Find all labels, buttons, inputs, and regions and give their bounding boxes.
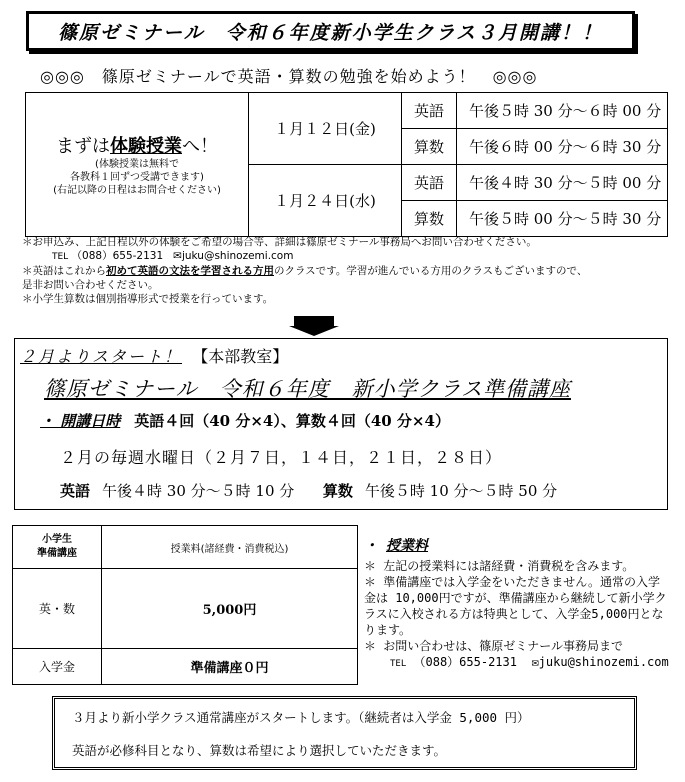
schedule-subject: 英語: [402, 93, 457, 129]
schedule-subject: 算数: [402, 129, 457, 165]
tel-icon: TEL: [52, 252, 69, 262]
down-arrow-icon-head: [289, 326, 339, 336]
session-info: ・ 開講日時 英語４回（40 分×4）、算数４回（40 分×4）: [40, 412, 450, 430]
fee-table: [12, 525, 358, 685]
fee-contact-line: TEL （088）655-2131 ✉juku@shinozemi.com: [390, 655, 669, 669]
mail-icon: ✉: [173, 250, 182, 262]
subheading: ◎◎◎ 篠原ゼミナールで英語・算数の勉強を始めよう！ ◎◎◎: [40, 67, 538, 86]
fee-header-tuition: 授業料(諸経費・消費税込): [102, 526, 358, 569]
fee-header-course: 小学生 準備講座: [13, 526, 102, 569]
tel-icon: TEL: [390, 659, 407, 669]
trial-schedule-table: [25, 92, 668, 237]
fee-notes: ＊ 左記の授業料には諸経費・消費税を含みます。 ＊ 準備講座では入学金をいただきません。通常の入学金は 10,000円ですが、準備講座から継続して新小学クラスに入校される方は特典として、入学金5,000円となります。 ＊ お問い合わせは、篠原ゼミナール事務局まで TEL （088）655-2131 ✉juku@shinozemi.com: [364, 558, 670, 672]
prep-course-title: 篠原ゼミナール 令和６年度 新小学クラス準備講座: [44, 377, 571, 401]
regular-course-line1: ３月より新小学クラス通常講座がスタートします。（継続者は入学金 5,000 円）: [72, 710, 530, 725]
schedule-subject: 英語: [402, 165, 457, 201]
weekly-dates: ２月の毎週水曜日（２月７日，１４日，２１日，２８日）: [60, 448, 503, 467]
trial-lesson-cell: まずは体験授業へ！ (体験授業は無料で 各教科１回ずつ受講できます) (右記以降の日程はお問合せください): [26, 93, 249, 237]
fee-row-label: 英・数: [13, 569, 102, 649]
application-notes: ＊お申込み、上記日程以外の体験をご希望の場合等、詳細は篠原ゼミナール事務局へお問い合わせください。 TEL （088）655-2131 ✉juku@shinozemi.com ＊英語はこれから初めて英語の文法を学習される方用のクラスです。学習が進んでいる方用のクラスもございますので、 是非お問い合わせください。 ＊小学生算数は個別指導形式で授業を行っています。: [22, 235, 672, 306]
page-title: 篠原ゼミナール 令和６年度新小学生クラス３月開講！！: [26, 11, 635, 51]
schedule-date: １月１２日(金): [249, 93, 402, 165]
schedule-subject: 算数: [402, 201, 457, 237]
contact-line: TEL （088）655-2131 ✉juku@shinozemi.com: [52, 250, 294, 262]
down-arrow-icon: [294, 316, 334, 326]
trial-lesson-emphasis: 体験授業: [110, 136, 182, 157]
regular-course-line2: 英語が必修科目となり、算数は希望により選択していただきます。: [72, 743, 447, 758]
mail-icon: ✉: [531, 655, 539, 669]
fee-row-label: 入学金: [13, 649, 102, 685]
fee-heading: ・ 授業料: [364, 538, 428, 554]
schedule-time: 午後５時 00 分～５時 30 分: [457, 201, 668, 237]
prep-times: 英語 午後４時 30 分～５時 10 分 算数 午後５時 10 分～５時 50 分: [60, 482, 558, 500]
fee-row-value: 準備講座０円: [102, 649, 358, 685]
start-line: ２月よりスタート！ 【本部教室】: [20, 347, 289, 366]
schedule-date: １月２４日(水): [249, 165, 402, 237]
fee-row-value: 5,000円: [102, 569, 358, 649]
schedule-time: 午後５時 30 分～６時 00 分: [457, 93, 668, 129]
schedule-time: 午後４時 30 分～５時 00 分: [457, 165, 668, 201]
schedule-time: 午後６時 00 分～６時 30 分: [457, 129, 668, 165]
beginner-emphasis: 初めて英語の文法を学習される方用: [106, 265, 274, 277]
